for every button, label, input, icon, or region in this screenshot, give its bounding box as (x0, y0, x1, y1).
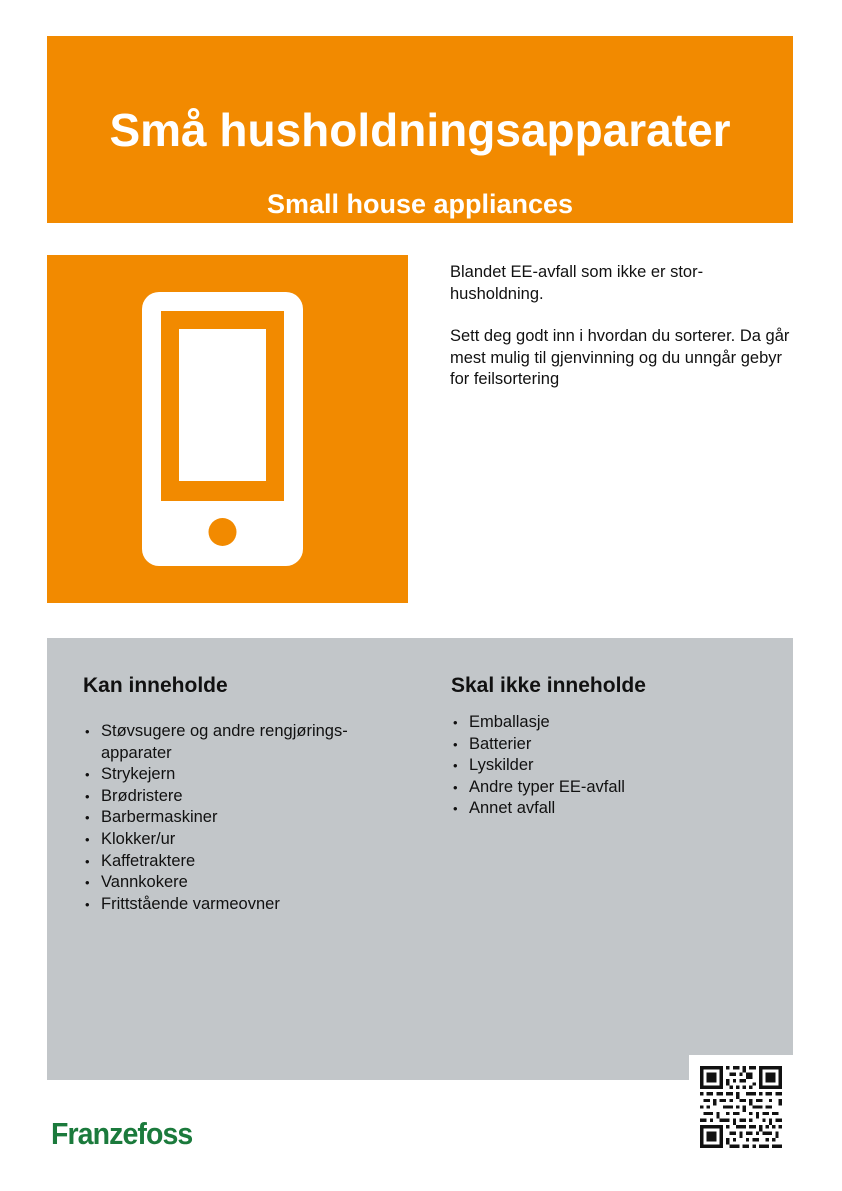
list-item: • Batterier (451, 734, 771, 756)
list-item: • Annet avfall (451, 798, 771, 820)
can-contain-section (83, 673, 413, 915)
list-item: • Vannkokere (83, 872, 413, 894)
list-item: • Strykejern (83, 764, 413, 786)
qr-code[interactable] (689, 1055, 793, 1159)
header-banner (47, 36, 793, 223)
list-item: • Frittstående varmeovner (83, 894, 413, 916)
intro-paragraph-2: Sett deg godt inn i hvordan du sorterer. Da går mest mulig til gjenvinning og du unngår gebyr for feilsortering (450, 327, 790, 388)
list-item: • Andre typer EE-avfall (451, 777, 771, 799)
intro-paragraph-1: Blandet EE-avfall som ikke er stor-husholdning. (450, 263, 704, 303)
intro-text (450, 262, 795, 412)
illustration-panel (47, 255, 408, 603)
must-not-contain-section (451, 673, 771, 820)
must-not-contain-list (451, 712, 771, 820)
can-contain-list (83, 721, 413, 915)
can-contain-heading: Kan inneholde (83, 674, 228, 697)
qr-code-icon (700, 1066, 782, 1148)
must-not-contain-heading: Skal ikke inneholde (451, 674, 646, 697)
page-title: Små husholdningsapparater (109, 104, 731, 156)
list-item: • Klokker/ur (83, 829, 413, 851)
page-subtitle: Small house appliances (266, 189, 574, 219)
smartphone-icon (47, 255, 408, 603)
list-item: • Barbermaskiner (83, 807, 413, 829)
list-item: • Støvsugere og andre rengjørings-apparater (83, 721, 413, 764)
list-item: • Emballasje (451, 712, 771, 734)
list-item: • Brødristere (83, 786, 413, 808)
franzefoss-logo: Franzefoss (51, 1116, 193, 1151)
list-item: • Kaffetraktere (83, 851, 413, 873)
list-item: • Lyskilder (451, 755, 771, 777)
